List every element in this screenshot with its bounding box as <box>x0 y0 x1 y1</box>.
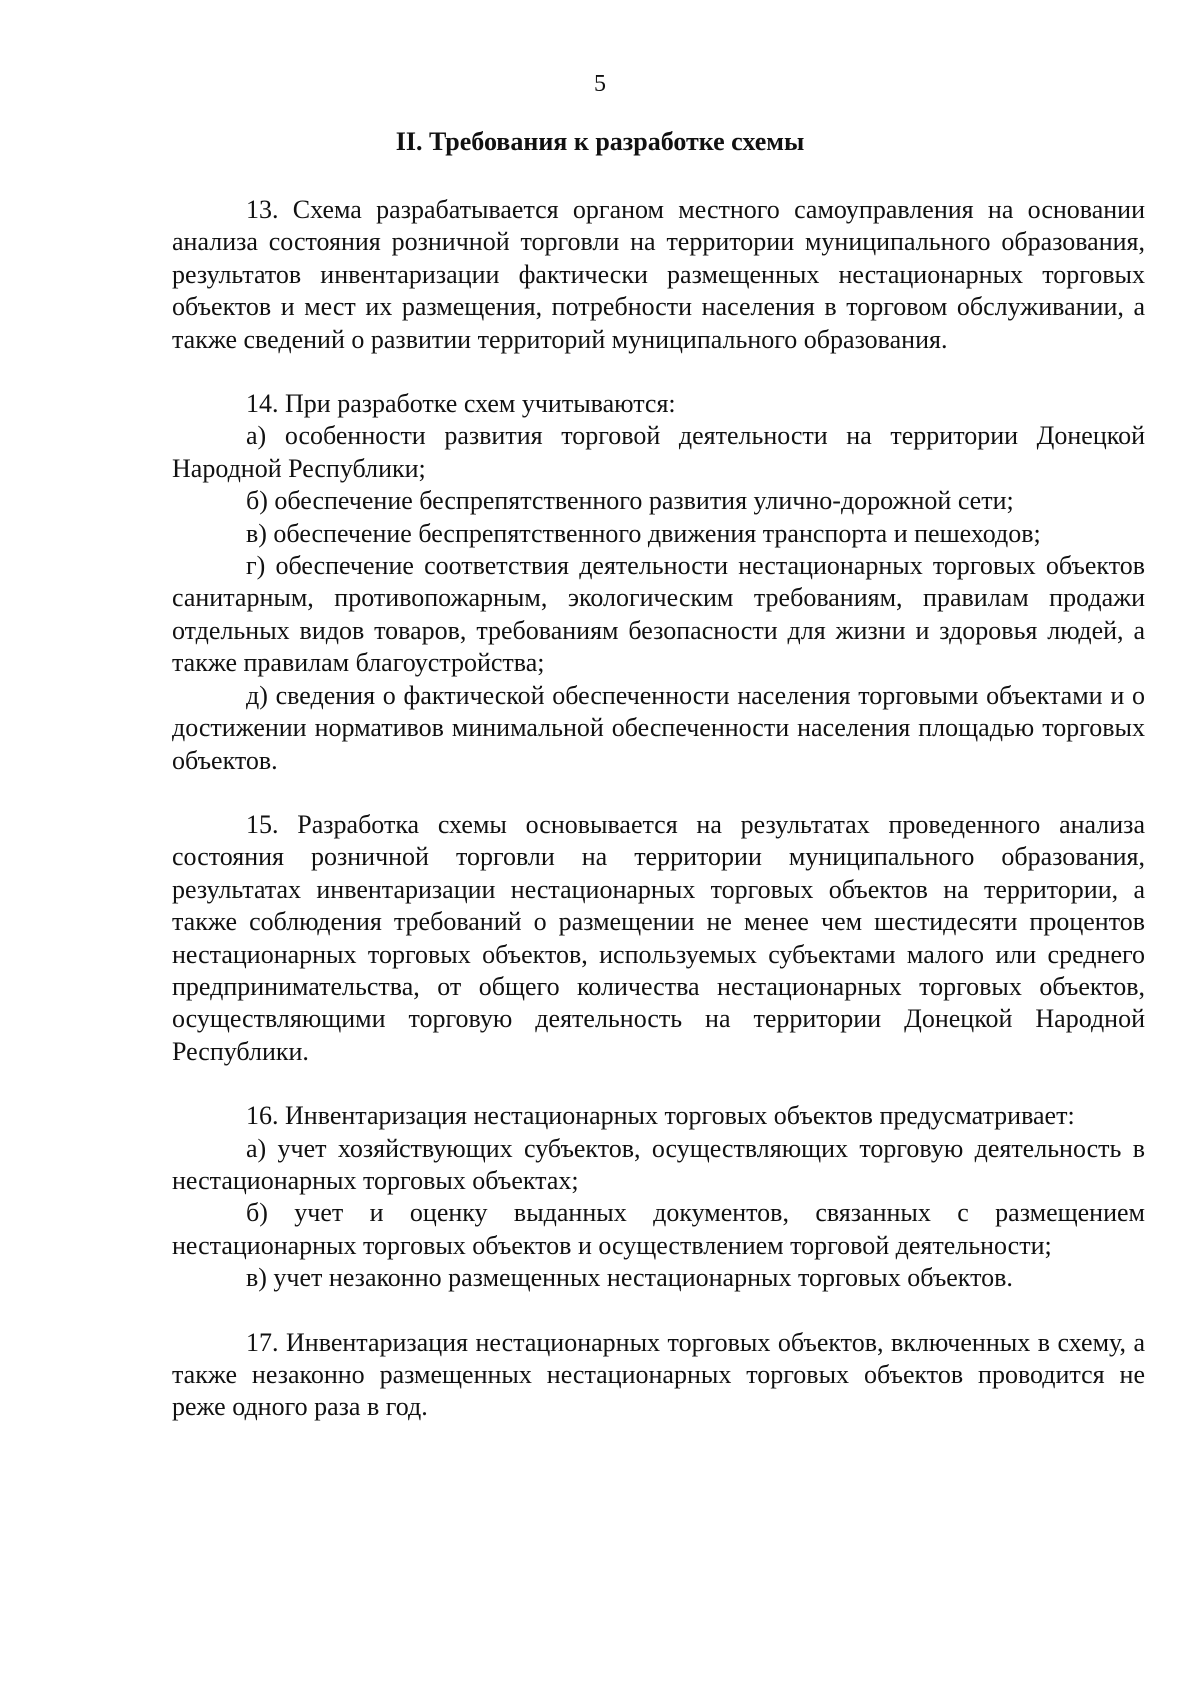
paragraph-16-c: в) учет незаконно размещенных нестационарных торговых объектов. <box>246 1263 1013 1293</box>
page-number: 5 <box>594 71 606 97</box>
paragraph-16: 16. Инвентаризация нестационарных торговых объектов предусматривает: <box>246 1101 1075 1131</box>
paragraph-16-b: б) учет и оценку выданных документов, связанных с размещением нестационарных торговых объектов и осуществлением торговой деятельности; <box>172 1198 1145 1260</box>
paragraph-14-a: а) особенности развития торговой деятельности на территории Донецкой Народной Республики; <box>172 421 1145 483</box>
paragraph-14-c: в) обеспечение беспрепятственного движения транспорта и пешеходов; <box>246 518 1041 548</box>
paragraph-14: 14. При разработке схем учитываются: <box>246 389 676 419</box>
section-heading: II. Требования к разработке схемы <box>395 127 805 156</box>
paragraph-13: 13. Схема разрабатывается органом местного самоуправления на основании анализа состояния розничной торговли на территории муниципального образования, результатов инвентаризации фактически размещенных нестационарных торговых объектов и мест их размещения, потребности населения в торговом обслуживании, а также сведений о развитии территорий муниципального образования. <box>172 195 1145 354</box>
paragraph-14-b: б) обеспечение беспрепятственного развития улично-дорожной сети; <box>246 486 1014 516</box>
paragraph-15: 15. Разработка схемы основывается на результатах проведенного анализа состояния розничной торговли на территории муниципального образования, результатах инвентаризации нестационарных торговых объектов на территории, а также соблюдения требований о размещении не менее чем шестидесяти процентов нестационарных торговых объектов, используемых субъектами малого или среднего предпринимательства, от общего количества нестационарных торговых объектов, осуществляющими торговую деятельность на территории Донецкой Народной Республики. <box>172 809 1145 1066</box>
document-body <box>172 194 1145 1424</box>
paragraph-17: 17. Инвентаризация нестационарных торговых объектов, включенных в схему, а также незаконно размещенных нестационарных торговых объектов проводится не реже одного раза в год. <box>172 1327 1145 1422</box>
paragraph-16-a: а) учет хозяйствующих субъектов, осуществляющих торговую деятельность в нестационарных торговых объектах; <box>172 1133 1145 1195</box>
paragraph-14-e: д) сведения о фактической обеспеченности населения торговыми объектами и о достижении нормативов минимальной обеспеченности населения площадью торговых объектов. <box>172 680 1145 775</box>
paragraph-14-d: г) обеспечение соответствия деятельности нестационарных торговых объектов санитарным, противопожарным, экологическим требованиям, правилам продажи отдельных видов товаров, требованиям безопасности для жизни и здоровья людей, а также правилам благоустройства; <box>172 551 1145 678</box>
